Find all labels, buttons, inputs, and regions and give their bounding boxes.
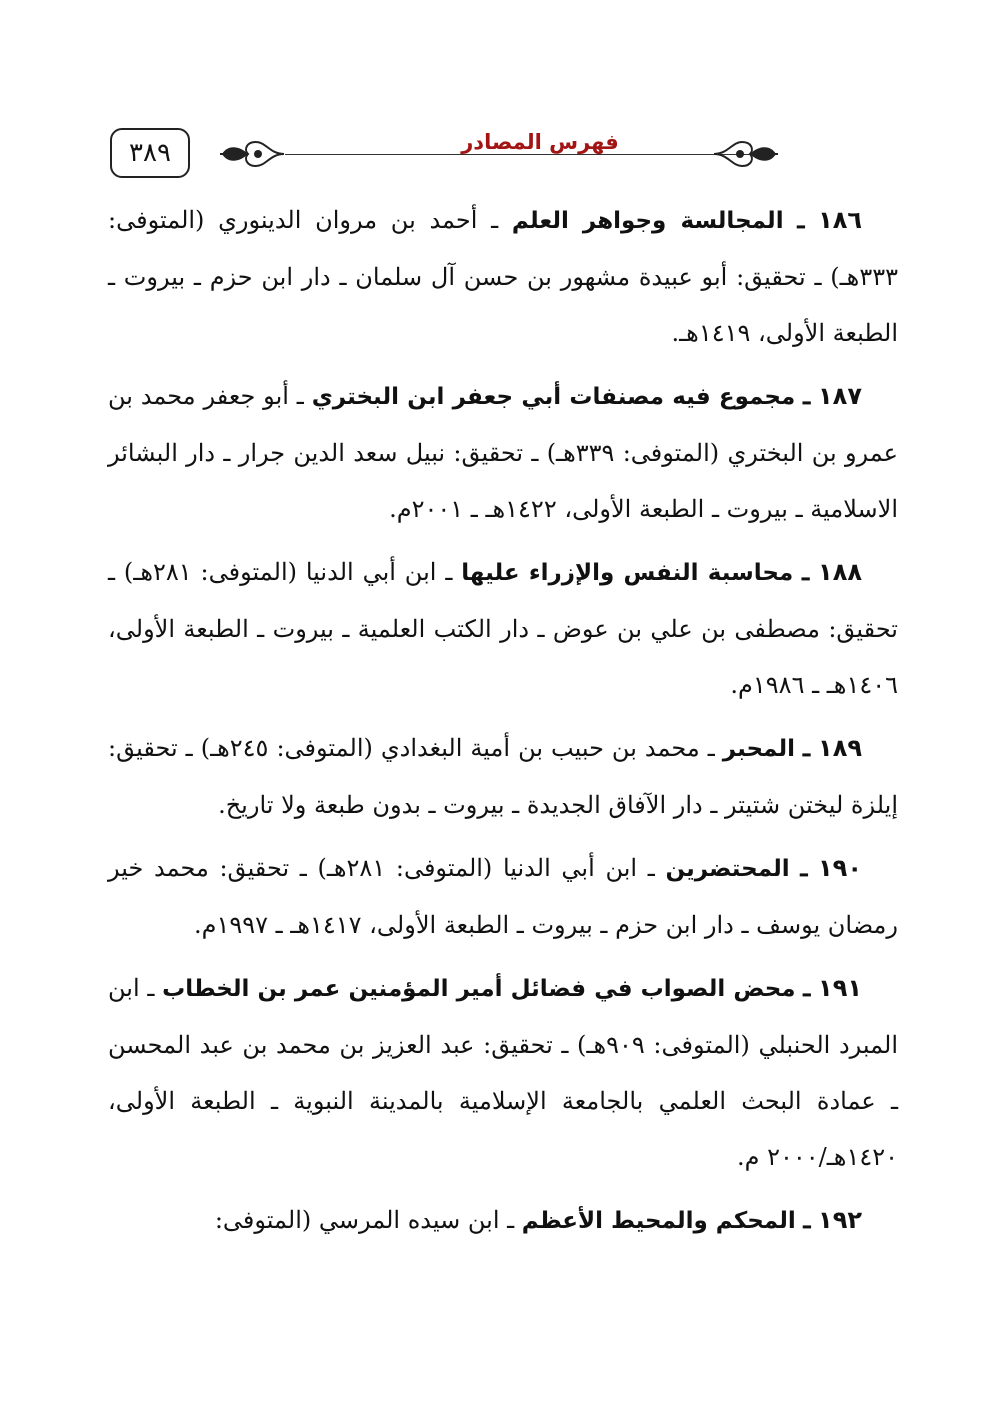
source-entry: ١٩١ ـ محض الصواب في فضائل أمير المؤمنين عمر بن الخطاب ـ ابن المبرد الحنبلي (المتوفى: ٩٠٩هـ) ـ تحقيق: عبد العزيز بن محمد بن عبد المحسن ـ عمادة البحث العلمي بالجامعة الإسلامية بالمدينة النبوية ـ الطبعة الأولى، ١٤٢٠هـ/٢٠٠٠ م. — [108, 973, 898, 1171]
entry-title: المحكم والمحيط الأعظم — [521, 1208, 796, 1234]
entry-title: مجموع فيه مصنفات أبي جعفر ابن البختري — [311, 384, 796, 410]
source-entry: ١٨٩ ـ المحبر ـ محمد بن حبيب بن أمية البغدادي (المتوفى: ٢٤٥هـ) ـ تحقيق: إيلزة ليختن شتيتر ـ دار الآفاق الجديدة ـ بيروت ـ بدون طبعة ولا تاريخ. — [108, 733, 898, 819]
entry-details: ـ ابن أبي الدنيا (المتوفى: ٢٨١هـ) ـ تحقيق: محمد خير رمضان يوسف ـ دار ابن حزم ـ بيروت ـ الطبعة الأولى، ١٤١٧هـ ـ ١٩٩٧م. — [108, 854, 898, 939]
entry-number: ١٩٠ — [818, 854, 862, 882]
entry-title: المحبر — [722, 736, 795, 762]
entry-details: ـ أحمد بن مروان الدينوري (المتوفى: ٣٣٣هـ) ـ تحقيق: أبو عبيدة مشهور بن حسن آل سلمان ـ دار ابن حزم ـ بيروت ـ الطبعة الأولى، ١٤١٩هـ. — [108, 206, 898, 347]
source-entry: ١٨٦ ـ المجالسة وجواهر العلم ـ أحمد بن مروان الدينوري (المتوفى: ٣٣٣هـ) ـ تحقيق: أبو عبيدة مشهور بن حسن آل سلمان ـ دار ابن حزم ـ بيروت ـ الطبعة الأولى، ١٤١٩هـ. — [108, 205, 898, 347]
entry-title: المجالسة وجواهر العلم — [511, 208, 784, 234]
entry-title: المحتضرين — [665, 856, 790, 882]
page-number: ٣٨٩ — [110, 128, 190, 178]
entry-number: ١٩١ — [818, 974, 862, 1002]
source-entry: ١٨٨ ـ محاسبة النفس والإزراء عليها ـ ابن أبي الدنيا (المتوفى: ٢٨١هـ) ـ تحقيق: مصطفى بن علي بن عوض ـ دار الكتب العلمية ـ بيروت ـ الطبعة الأولى، ١٤٠٦هـ ـ ١٩٨٦م. — [108, 557, 898, 699]
source-entry: ١٨٧ ـ مجموع فيه مصنفات أبي جعفر ابن البختري ـ أبو جعفر محمد بن عمرو بن البختري (المتوفى: ٣٣٩هـ) ـ تحقيق: نبيل سعد الدين جرار ـ دار البشائر الاسلامية ـ بيروت ـ الطبعة الأولى، ١٤٢٢هـ ـ ٢٠٠١م. — [108, 381, 898, 523]
entry-details: ـ ابن أبي الدنيا (المتوفى: ٢٨١هـ) ـ تحقيق: مصطفى بن علي بن عوض ـ دار الكتب العلمية ـ بيروت ـ الطبعة الأولى، ١٤٠٦هـ ـ ١٩٨٦م. — [108, 558, 898, 699]
entry-number: ١٩٢ — [818, 1206, 862, 1234]
entry-details: ـ ابن المبرد الحنبلي (المتوفى: ٩٠٩هـ) ـ تحقيق: عبد العزيز بن محمد بن عبد المحسن ـ عمادة البحث العلمي بالجامعة الإسلامية بالمدينة النبوية ـ الطبعة الأولى، ١٤٢٠هـ/٢٠٠٠ م. — [108, 974, 898, 1171]
entry-number: ١٨٩ — [818, 734, 862, 762]
source-entry: ١٩٠ ـ المحتضرين ـ ابن أبي الدنيا (المتوفى: ٢٨١هـ) ـ تحقيق: محمد خير رمضان يوسف ـ دار ابن حزم ـ بيروت ـ الطبعة الأولى، ١٤١٧هـ ـ ١٩٩٧م. — [108, 853, 898, 939]
entry-number: ١٨٦ — [818, 206, 863, 234]
sources-index — [108, 192, 898, 1256]
header-rule — [285, 154, 775, 155]
entry-details: ـ ابن سيده المرسي (المتوفى: — [214, 1206, 515, 1234]
entry-details: ـ محمد بن حبيب بن أمية البغدادي (المتوفى: ٢٤٥هـ) ـ تحقيق: إيلزة ليختن شتيتر ـ دار الآفاق الجديدة ـ بيروت ـ بدون طبعة ولا تاريخ. — [108, 734, 898, 819]
page-header — [110, 124, 900, 184]
entry-details: ـ أبو جعفر محمد بن عمرو بن البختري (المتوفى: ٣٣٩هـ) ـ تحقيق: نبيل سعد الدين جرار ـ دار البشائر الاسلامية ـ بيروت ـ الطبعة الأولى، ١٤٢٢هـ ـ ٢٠٠١م. — [108, 382, 898, 523]
entry-title: محض الصواب في فضائل أمير المؤمنين عمر بن الخطاب — [162, 976, 796, 1002]
source-entry: ١٩٢ ـ المحكم والمحيط الأعظم ـ ابن سيده المرسي (المتوفى: — [214, 1205, 862, 1234]
page-title: فهرس المصادر — [461, 130, 619, 154]
entry-title: محاسبة النفس والإزراء عليها — [461, 560, 794, 586]
entry-number: ١٨٨ — [818, 558, 862, 586]
entry-number: ١٨٧ — [818, 382, 862, 410]
